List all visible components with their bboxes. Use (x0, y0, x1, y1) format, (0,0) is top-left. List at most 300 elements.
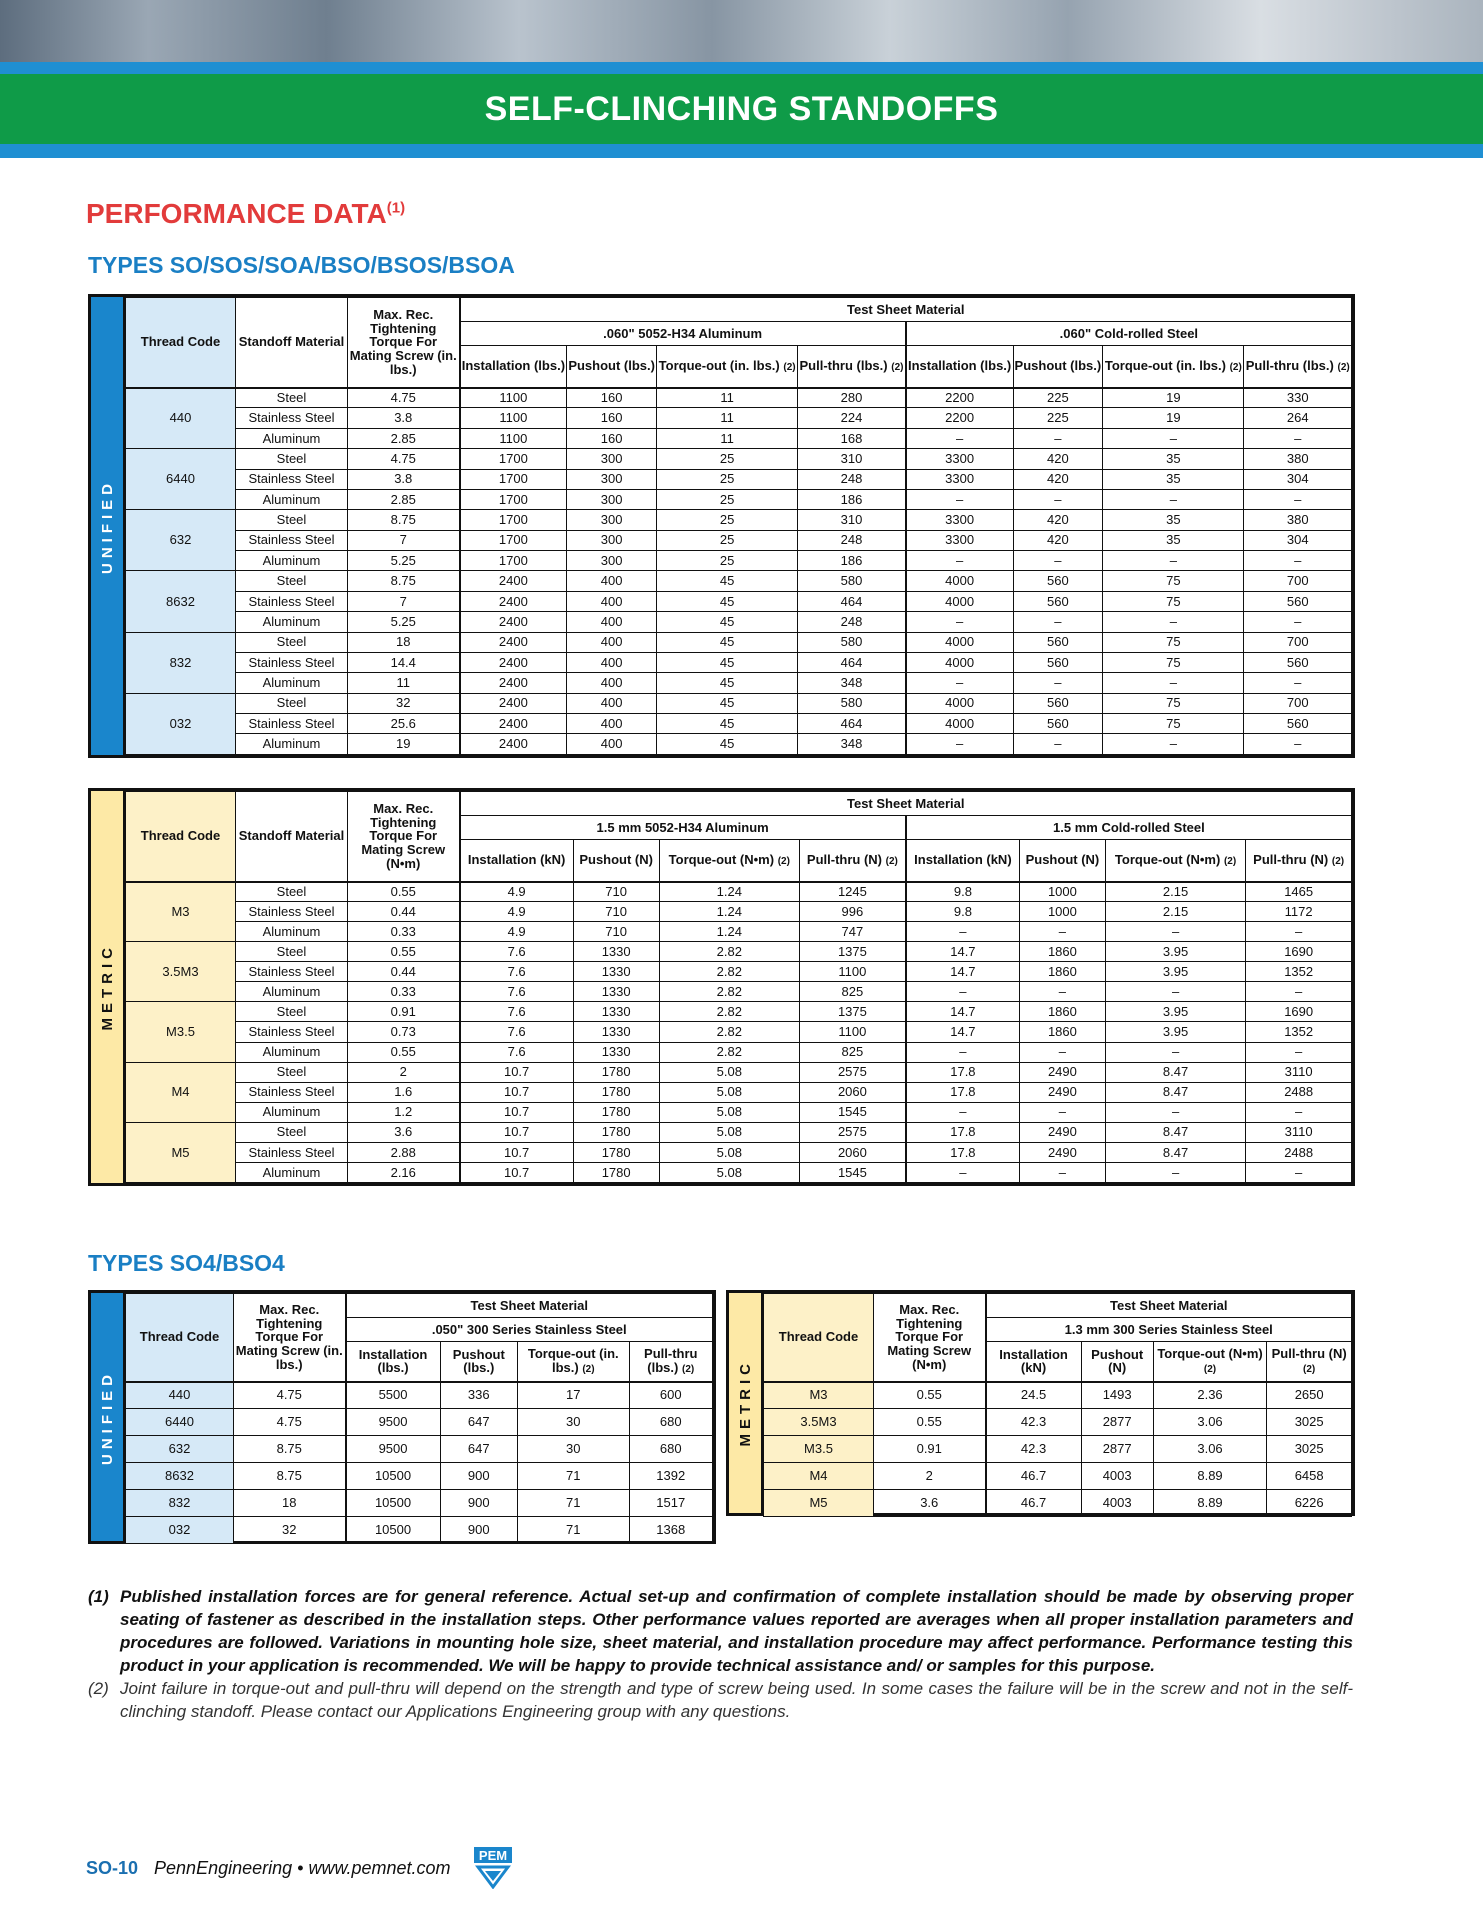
table-row (126, 942, 1352, 962)
value-cell: 560 (1244, 591, 1352, 611)
value-cell: 2060 (800, 1142, 906, 1162)
value-cell: 3300 (906, 530, 1013, 550)
value-cell: 580 (798, 693, 906, 713)
value-cell: 4000 (906, 714, 1013, 734)
value-cell: 310 (798, 510, 906, 530)
value-cell: 45 (657, 673, 798, 693)
value-cell: 825 (800, 982, 906, 1002)
col-torque-out: Torque-out (in. lbs.) (2) (1103, 346, 1244, 388)
thread-code-cell: 632 (126, 510, 236, 571)
value-cell: – (906, 1102, 1020, 1122)
material-cell: Steel (236, 510, 348, 530)
header-material: .050" 300 Series Stainless Steel (346, 1318, 713, 1342)
value-cell: 680 (629, 1436, 712, 1463)
value-cell: 3300 (906, 510, 1013, 530)
col-pushout: Pushout (lbs.) (567, 346, 657, 388)
value-cell: 4000 (906, 652, 1013, 672)
table-row (126, 1042, 1352, 1062)
value-cell: 35 (1103, 510, 1244, 530)
material-cell: Steel (236, 1002, 348, 1022)
value-cell: – (1103, 428, 1244, 448)
so4-unified-side-label: UNIFIED (91, 1293, 125, 1541)
value-cell: 14.7 (906, 962, 1020, 982)
material-cell: Steel (236, 882, 348, 902)
material-cell: Aluminum (236, 734, 348, 755)
footnotes (88, 1585, 1353, 1723)
value-cell: – (906, 673, 1013, 693)
value-cell: 35 (1103, 449, 1244, 469)
value-cell: 1.24 (659, 902, 799, 922)
value-cell: 18 (348, 632, 460, 652)
col-torque-out: Torque-out (N•m) (2) (1105, 840, 1245, 882)
value-cell: 14.7 (906, 942, 1020, 962)
value-cell: 225 (1013, 388, 1103, 408)
value-cell: 1100 (460, 388, 567, 408)
value-cell: – (1246, 982, 1352, 1002)
value-cell: – (906, 428, 1013, 448)
value-cell: 1000 (1020, 902, 1106, 922)
table-row (126, 1002, 1352, 1022)
value-cell: 3.8 (348, 408, 460, 428)
value-cell: 5.08 (659, 1142, 799, 1162)
value-cell: 5.08 (659, 1082, 799, 1102)
value-cell: 75 (1103, 571, 1244, 591)
value-cell: 2.82 (659, 1042, 799, 1062)
unified-table-grid (125, 297, 1352, 755)
value-cell: 1.24 (659, 882, 799, 902)
material-cell: Aluminum (236, 551, 348, 571)
value-cell: 3110 (1246, 1122, 1352, 1142)
value-cell: 1517 (629, 1490, 712, 1517)
header-test-sheet: Test Sheet Material (460, 298, 1352, 322)
value-cell: 700 (1244, 693, 1352, 713)
value-cell: 4.75 (348, 449, 460, 469)
value-cell: 348 (798, 673, 906, 693)
value-cell: 2.15 (1105, 882, 1245, 902)
value-cell: 248 (798, 612, 906, 632)
value-cell: 0.91 (874, 1436, 986, 1463)
page-footer (86, 1858, 451, 1879)
value-cell: 1352 (1246, 1022, 1352, 1042)
table-row (126, 551, 1352, 571)
value-cell: – (1013, 489, 1103, 509)
material-cell: Stainless Steel (236, 652, 348, 672)
value-cell: 560 (1244, 652, 1352, 672)
page-number: SO-10 (86, 1858, 139, 1878)
value-cell: 1.6 (348, 1082, 460, 1102)
value-cell: – (1105, 922, 1245, 942)
table-row (126, 632, 1352, 652)
value-cell: 1330 (573, 1002, 659, 1022)
value-cell: 1700 (460, 489, 567, 509)
value-cell: – (906, 734, 1013, 755)
table-row (126, 1463, 713, 1490)
value-cell: 7.6 (460, 942, 574, 962)
value-cell: 14.4 (348, 652, 460, 672)
material-cell: Aluminum (236, 1102, 348, 1122)
value-cell: 747 (800, 922, 906, 942)
value-cell: 2400 (460, 632, 567, 652)
value-cell: – (1013, 673, 1103, 693)
value-cell: 4.75 (348, 388, 460, 408)
thread-code-cell: M4 (764, 1463, 874, 1490)
material-cell: Steel (236, 1122, 348, 1142)
table-row (126, 530, 1352, 550)
value-cell: 560 (1244, 714, 1352, 734)
value-cell: – (906, 612, 1013, 632)
value-cell: 1100 (800, 962, 906, 982)
material-cell: Steel (236, 571, 348, 591)
table-row (126, 510, 1352, 530)
material-cell: Steel (236, 693, 348, 713)
header-torque: Max. Rec. Tightening Torque For Mating Screw (N•m) (348, 792, 460, 882)
value-cell: 1375 (800, 942, 906, 962)
so4-metric-grid (763, 1293, 1352, 1517)
value-cell: 420 (1013, 449, 1103, 469)
value-cell: – (1244, 428, 1352, 448)
value-cell: – (1246, 922, 1352, 942)
value-cell: 42.3 (986, 1436, 1082, 1463)
thread-code-cell: 6440 (126, 1409, 234, 1436)
value-cell: 2400 (460, 612, 567, 632)
value-cell: 710 (573, 902, 659, 922)
value-cell: 264 (1244, 408, 1352, 428)
value-cell: 1700 (460, 551, 567, 571)
table-row (126, 1162, 1352, 1182)
value-cell: 45 (657, 714, 798, 734)
value-cell: 2575 (800, 1122, 906, 1142)
value-cell: 17.8 (906, 1122, 1020, 1142)
value-cell: 2400 (460, 714, 567, 734)
header-banner (0, 74, 1483, 144)
value-cell: 3300 (906, 469, 1013, 489)
material-cell: Stainless Steel (236, 530, 348, 550)
value-cell: 17.8 (906, 1082, 1020, 1102)
value-cell: 45 (657, 734, 798, 755)
table-row (126, 1022, 1352, 1042)
value-cell: 2490 (1020, 1062, 1106, 1082)
value-cell: 4.9 (460, 922, 574, 942)
value-cell: 1700 (460, 469, 567, 489)
value-cell: 6226 (1267, 1490, 1352, 1517)
value-cell: 700 (1244, 571, 1352, 591)
value-cell: 1493 (1081, 1382, 1153, 1409)
value-cell: 710 (573, 922, 659, 942)
material-cell: Steel (236, 1062, 348, 1082)
thread-code-cell: 032 (126, 693, 236, 754)
value-cell: 45 (657, 591, 798, 611)
value-cell: 45 (657, 612, 798, 632)
table-row (126, 1102, 1352, 1122)
value-cell: 7.6 (460, 962, 574, 982)
value-cell: – (1103, 734, 1244, 755)
value-cell: 4.75 (234, 1409, 346, 1436)
value-cell: 380 (1244, 510, 1352, 530)
value-cell: 1780 (573, 1062, 659, 1082)
value-cell: – (906, 1162, 1020, 1182)
value-cell: 3.6 (874, 1490, 986, 1517)
value-cell: 2490 (1020, 1122, 1106, 1142)
material-cell: Steel (236, 942, 348, 962)
value-cell: 30 (518, 1409, 630, 1436)
value-cell: 186 (798, 489, 906, 509)
value-cell: 248 (798, 469, 906, 489)
value-cell: 9.8 (906, 902, 1020, 922)
value-cell: 2400 (460, 571, 567, 591)
material-cell: Stainless Steel (236, 962, 348, 982)
value-cell: 560 (1013, 632, 1103, 652)
table-row (764, 1463, 1352, 1490)
metric-table-body (126, 882, 1352, 1183)
value-cell: 2 (874, 1463, 986, 1490)
value-cell: – (906, 551, 1013, 571)
value-cell: 46.7 (986, 1463, 1082, 1490)
value-cell: 45 (657, 693, 798, 713)
material-cell: Aluminum (236, 982, 348, 1002)
metric-performance-table (88, 788, 1355, 1186)
thread-code-cell: M3.5 (764, 1436, 874, 1463)
value-cell: 3.06 (1153, 1436, 1267, 1463)
value-cell: 14.7 (906, 1002, 1020, 1022)
header-test-sheet: Test Sheet Material (986, 1294, 1352, 1318)
value-cell: 3.95 (1105, 962, 1245, 982)
value-cell: 3300 (906, 449, 1013, 469)
value-cell: 560 (1013, 693, 1103, 713)
value-cell: 4.75 (234, 1382, 346, 1409)
material-cell: Stainless Steel (236, 1082, 348, 1102)
value-cell: 996 (800, 902, 906, 922)
value-cell: 2.82 (659, 982, 799, 1002)
types-title-main: TYPES SO/SOS/SOA/BSO/BSOS/BSOA (88, 252, 515, 278)
value-cell: 0.33 (348, 922, 460, 942)
value-cell: 9500 (346, 1409, 441, 1436)
value-cell: 75 (1103, 714, 1244, 734)
value-cell: 900 (440, 1517, 517, 1544)
value-cell: 1465 (1246, 882, 1352, 902)
header-standoff-material: Standoff Material (236, 792, 348, 882)
page-title: PERFORMANCE DATA$^{(1)}$ (86, 198, 406, 229)
value-cell: 900 (440, 1490, 517, 1517)
table-row (126, 714, 1352, 734)
table-row (126, 922, 1352, 942)
col-pushout: Pushout (N) (1020, 840, 1106, 882)
col-pull-thru: Pull-thru (N) (2) (800, 840, 906, 882)
value-cell: 300 (567, 469, 657, 489)
value-cell: – (1020, 922, 1106, 942)
metric-side-label: METRIC (91, 791, 125, 1183)
header-thread-code: Thread Code (764, 1294, 874, 1382)
value-cell: 1700 (460, 449, 567, 469)
thread-code-cell: 3.5M3 (126, 942, 236, 1002)
value-cell: – (906, 1042, 1020, 1062)
table-row (126, 591, 1352, 611)
value-cell: 2.15 (1105, 902, 1245, 922)
value-cell: 400 (567, 714, 657, 734)
value-cell: 400 (567, 734, 657, 755)
value-cell: 1780 (573, 1082, 659, 1102)
value-cell: 17 (518, 1382, 630, 1409)
value-cell: 8.47 (1105, 1082, 1245, 1102)
value-cell: 400 (567, 571, 657, 591)
value-cell: 304 (1244, 469, 1352, 489)
value-cell: 400 (567, 693, 657, 713)
types-title-so4: TYPES SO4/BSO4 (88, 1250, 285, 1276)
col-torque-out: Torque-out (N•m) (2) (1153, 1342, 1267, 1382)
value-cell: 10.7 (460, 1122, 574, 1142)
value-cell: 9.8 (906, 882, 1020, 902)
footnote-2-text: Joint failure in torque-out and pull-thru will depend on the strength and type of screw being used. In some cases the failure will be in the screw and not in the self-clinching standoff. Please contact our Applications Engineering group with any questions. (120, 1679, 1353, 1721)
value-cell: 1100 (460, 428, 567, 448)
value-cell: 2400 (460, 591, 567, 611)
value-cell: 8.75 (348, 571, 460, 591)
value-cell: – (1244, 673, 1352, 693)
value-cell: 1780 (573, 1142, 659, 1162)
value-cell: – (1020, 1102, 1106, 1122)
value-cell: 17.8 (906, 1142, 1020, 1162)
value-cell: 2490 (1020, 1082, 1106, 1102)
value-cell: 680 (629, 1409, 712, 1436)
value-cell: 8.75 (348, 510, 460, 530)
value-cell: 3.95 (1105, 1002, 1245, 1022)
table-row (126, 408, 1352, 428)
value-cell: 420 (1013, 510, 1103, 530)
value-cell: 6458 (1267, 1463, 1352, 1490)
value-cell: 45 (657, 652, 798, 672)
col-pull-thru: Pull-thru (N) (2) (1267, 1342, 1352, 1382)
header-thread-code: Thread Code (126, 1294, 234, 1382)
value-cell: 0.44 (348, 902, 460, 922)
value-cell: 25.6 (348, 714, 460, 734)
value-cell: 710 (573, 882, 659, 902)
header-standoff-material: Standoff Material (236, 298, 348, 388)
value-cell: 647 (440, 1409, 517, 1436)
value-cell: 2060 (800, 1082, 906, 1102)
value-cell: 2 (348, 1062, 460, 1082)
thread-code-cell: 6440 (126, 449, 236, 510)
value-cell: 464 (798, 591, 906, 611)
thread-code-cell: 3.5M3 (764, 1409, 874, 1436)
value-cell: 8.75 (234, 1436, 346, 1463)
value-cell: 560 (1013, 591, 1103, 611)
value-cell: – (1020, 982, 1106, 1002)
svg-text:PEM: PEM (478, 1848, 508, 1863)
value-cell: 4000 (906, 693, 1013, 713)
value-cell: 420 (1013, 469, 1103, 489)
value-cell: – (1105, 1162, 1245, 1182)
value-cell: 10.7 (460, 1162, 574, 1182)
value-cell: 35 (1103, 469, 1244, 489)
metric-table-grid (125, 791, 1352, 1183)
value-cell: 380 (1244, 449, 1352, 469)
value-cell: 25 (657, 489, 798, 509)
table-row (126, 449, 1352, 469)
value-cell: 7.6 (460, 1002, 574, 1022)
value-cell: 71 (518, 1463, 630, 1490)
value-cell: 7.6 (460, 1022, 574, 1042)
value-cell: 3.8 (348, 469, 460, 489)
header-material: 1.3 mm 300 Series Stainless Steel (986, 1318, 1352, 1342)
value-cell: 75 (1103, 591, 1244, 611)
value-cell: 224 (798, 408, 906, 428)
header-test-sheet: Test Sheet Material (346, 1294, 713, 1318)
value-cell: 71 (518, 1490, 630, 1517)
table-row (126, 1122, 1352, 1142)
value-cell: 560 (1013, 571, 1103, 591)
value-cell: 560 (1013, 652, 1103, 672)
value-cell: 10.7 (460, 1062, 574, 1082)
col-pull-thru: Pull-thru (lbs.) (2) (1244, 346, 1352, 388)
value-cell: – (1020, 1162, 1106, 1182)
value-cell: 1860 (1020, 1022, 1106, 1042)
value-cell: 5.25 (348, 551, 460, 571)
thread-code-cell: 440 (126, 1382, 234, 1409)
value-cell: 0.44 (348, 962, 460, 982)
thread-code-cell: 832 (126, 632, 236, 693)
value-cell: 1368 (629, 1517, 712, 1544)
material-cell: Aluminum (236, 428, 348, 448)
table-row (126, 1062, 1352, 1082)
value-cell: 160 (567, 428, 657, 448)
value-cell: 2.82 (659, 942, 799, 962)
value-cell: 400 (567, 652, 657, 672)
unified-side-label: UNIFIED (91, 297, 125, 755)
value-cell: 11 (657, 408, 798, 428)
table-row (126, 428, 1352, 448)
table-row (764, 1490, 1352, 1517)
value-cell: – (1013, 428, 1103, 448)
value-cell: 7.6 (460, 1042, 574, 1062)
value-cell: 186 (798, 551, 906, 571)
thread-code-cell: 832 (126, 1490, 234, 1517)
material-cell: Aluminum (236, 922, 348, 942)
value-cell: 8.75 (234, 1463, 346, 1490)
header-thread-code: Thread Code (126, 792, 236, 882)
thread-code-cell: M3.5 (126, 1002, 236, 1062)
value-cell: 10500 (346, 1463, 441, 1490)
value-cell: 1100 (460, 408, 567, 428)
value-cell: 17.8 (906, 1062, 1020, 1082)
value-cell: 2575 (800, 1062, 906, 1082)
value-cell: – (1103, 612, 1244, 632)
value-cell: 400 (567, 632, 657, 652)
table-row (126, 882, 1352, 902)
material-cell: Aluminum (236, 1042, 348, 1062)
value-cell: 825 (800, 1042, 906, 1062)
header-material-2: .060" Cold-rolled Steel (906, 322, 1352, 346)
table-row (126, 571, 1352, 591)
value-cell: 1100 (800, 1022, 906, 1042)
value-cell: 300 (567, 510, 657, 530)
table-row (126, 962, 1352, 982)
table-row (126, 982, 1352, 1002)
col-torque-out: Torque-out (in. lbs.) (2) (657, 346, 798, 388)
value-cell: 5500 (346, 1382, 441, 1409)
thread-code-cell: 8632 (126, 571, 236, 632)
value-cell: 300 (567, 530, 657, 550)
table-row (764, 1409, 1352, 1436)
value-cell: 4000 (906, 591, 1013, 611)
value-cell: – (1020, 1042, 1106, 1062)
thread-code-cell: M5 (126, 1122, 236, 1182)
value-cell: 4000 (906, 632, 1013, 652)
thread-code-cell: 032 (126, 1517, 234, 1544)
value-cell: 0.55 (348, 1042, 460, 1062)
value-cell: – (906, 922, 1020, 942)
table-row (126, 734, 1352, 755)
value-cell: 30 (518, 1436, 630, 1463)
value-cell: 25 (657, 530, 798, 550)
value-cell: 5.08 (659, 1122, 799, 1142)
